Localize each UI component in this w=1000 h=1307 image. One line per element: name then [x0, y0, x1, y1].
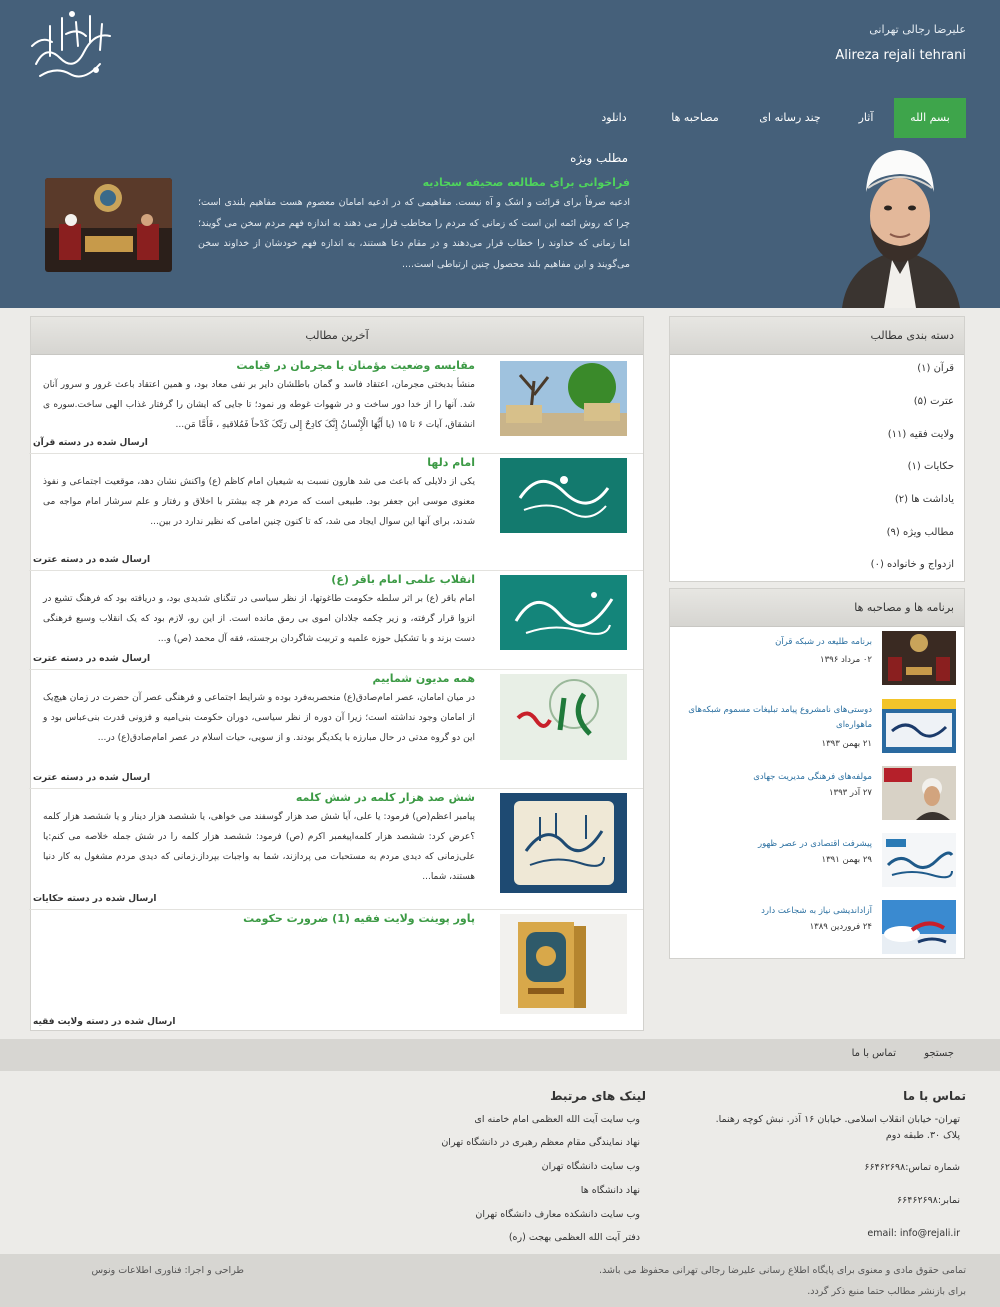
- post-title[interactable]: امام دلها: [427, 456, 475, 469]
- post-thumbnail[interactable]: [500, 914, 627, 1014]
- nav-item-home[interactable]: بسم الله: [894, 98, 966, 138]
- featured-image[interactable]: [45, 178, 172, 272]
- program-item: [680, 833, 956, 895]
- programs-panel: [669, 588, 965, 959]
- designer-credit[interactable]: طراحی و اجرا: فناوری اطلاعات ونوس: [91, 1265, 244, 1276]
- related-link[interactable]: وب سایت دانشگاه تهران: [541, 1161, 640, 1172]
- nav-item-multimedia[interactable]: چند رسانه ای: [759, 111, 821, 124]
- nav-item-download[interactable]: دانلود: [601, 111, 627, 124]
- contact-email[interactable]: email: info@rejali.ir: [867, 1228, 960, 1239]
- program-thumbnail[interactable]: [882, 833, 956, 887]
- post-thumbnail[interactable]: [500, 575, 627, 650]
- footer-contact-link[interactable]: تماس با ما: [851, 1048, 896, 1059]
- footer-search-link[interactable]: جستجو: [924, 1048, 954, 1059]
- program-date: ۲۹ بهمن ۱۳۹۱: [821, 855, 872, 865]
- category-stories[interactable]: حکایات (۱): [907, 461, 954, 472]
- post-category[interactable]: ارسال شده در دسته ولایت فقیه: [33, 1017, 176, 1027]
- contact-fax: نمابر:۶۶۴۶۲۶۹۸: [897, 1195, 960, 1206]
- post-title[interactable]: انقلاب علمی امام باقر (ع): [331, 573, 475, 586]
- post-thumbnail[interactable]: [500, 674, 627, 760]
- site-name-fa: علیرضا رجالی تهرانی: [869, 23, 966, 36]
- post-thumbnail[interactable]: [500, 458, 627, 533]
- related-link[interactable]: نهاد دانشگاه ها: [580, 1185, 640, 1196]
- post-item: [29, 571, 643, 667]
- main-nav: [580, 98, 966, 138]
- program-title[interactable]: دوستی‌های نامشروع پیامد تبلیغات مسموم شبکه‌های ماهواره‌ای: [688, 705, 872, 730]
- latest-posts-panel: [30, 316, 644, 1031]
- categories-title: دسته بندی مطالب: [670, 317, 964, 355]
- program-title[interactable]: آزاداندیشی نیاز به شجاعت دارد: [761, 906, 872, 916]
- program-thumbnail[interactable]: [882, 699, 956, 753]
- program-title[interactable]: مولفه‌های فرهنگی مدیریت جهادی: [753, 772, 872, 782]
- post-category[interactable]: ارسال شده در دسته عترت: [33, 773, 151, 783]
- category-quran[interactable]: قرآن (۱): [917, 363, 954, 374]
- author-portrait: [834, 144, 966, 308]
- program-thumbnail[interactable]: [882, 900, 956, 954]
- post-category[interactable]: ارسال شده در دسته عترت: [33, 654, 151, 664]
- contact-address-line2: پلاک ۳۰. طبقه دوم: [885, 1130, 960, 1141]
- latest-posts-title: آخرین مطالب: [31, 317, 643, 355]
- related-links-title: لینک های مرتبط: [550, 1089, 646, 1103]
- post-item: [29, 910, 643, 1030]
- post-excerpt: امام باقر (ع) بر اثر سلطه حکومت طاغوتها، از نظر سیاسی در تنگنای شدیدی بود، و دریافته بود که فرهنگ تشیع در انزوا قرار گرفته، و زیر چکمه جلادان اموی بی رمق مانده است. از این رو، لازم بود که یک انقلاب وسیع فرهنگی دست بزند و با تشکیل حوزه علمیه و تربیت شاگردان برجسته، فقه آل محمد (ص) و...: [43, 594, 475, 644]
- program-thumbnail[interactable]: [882, 766, 956, 820]
- copyright-line1: تمامی حقوق مادی و معنوی برای پایگاه اطلاع رسانی علیرضا رجالی تهرانی محفوظ می باشد.: [599, 1265, 966, 1276]
- featured-text: ادعیه صرفاً برای قرائت و اشک و آه نیست. مفاهیمی که در ادعیه امامان معصوم هست مفاهیم بلندی است؛ چرا که روش ائمه این است که زمانی که مردم را مخاطب قرار می دهند به اندازه فهم مردم سخن می گویند؛ اما زمانی که خداوند را خطاب قرار می‌دهند و در مقام دعا هستند، به اندازه فهم خودشان از خداوند سخن می‌گویند و این مفاهیم بلند محصول چنین ارتباطی است....: [198, 197, 630, 270]
- nav-item-interviews[interactable]: مصاحبه ها: [671, 111, 719, 124]
- nav-item-works[interactable]: آثار: [858, 111, 874, 124]
- category-etrat[interactable]: عترت (۵): [913, 396, 954, 407]
- programs-title: برنامه ها و مصاحبه ها: [670, 589, 964, 627]
- post-item: [29, 357, 643, 451]
- post-item: [29, 789, 643, 907]
- program-thumbnail[interactable]: [882, 631, 956, 685]
- post-excerpt: پیامبر اعظم(ص) فرمود: یا علی، آیا شش صد هزار گوسفند می خواهی، یا ششصد هزار دینار و یا ششصد هزار کلمه ؟عرض کرد: ششصد هزار کلمه‌اپیغمبر اکرم (ص) فرمود: ششصد هزار کلمه را در شش جمله خلاصه می کنم:یا علی‌زمانی که دیدی مردم به مستحبات می پردازند، شما به واجبات بپرداز.زمانی که دیدی مردم مشغول به کار دنیا هستند، شما...: [43, 812, 475, 882]
- program-item: [680, 631, 956, 693]
- categories-panel: [669, 316, 965, 582]
- category-family[interactable]: ازدواج و خانواده (۰): [870, 559, 954, 570]
- post-title[interactable]: پاور پوینت ولایت فقیه (1) ضرورت حکومت: [243, 912, 475, 925]
- featured-title: مطلب ویژه: [570, 151, 628, 165]
- post-category[interactable]: ارسال شده در دسته حکایات: [33, 894, 157, 904]
- post-excerpt: یکی از دلایلی که باعث می شد هارون نسبت به شیعیان امام کاظم (ع) واکنش نشان دهد، موقعیت اجتماعی و نفوذ معنوی موسی ابن جعفر بود. طبیعی است که مردم هر چه بیشتر با اخلاق و رفتار و علم سرشار امام مواجه می شدند، برای آنها این سوال ایجاد می شد، که تا کنون چنین امامی که نظیر ندارد در بین...: [43, 477, 475, 527]
- program-title[interactable]: پیشرفت اقتصادی در عصر ظهور: [757, 839, 872, 849]
- category-notes[interactable]: یاداشت ها (۲): [894, 494, 954, 505]
- post-thumbnail[interactable]: [500, 361, 627, 436]
- footer-nav-bar: [0, 1039, 1000, 1071]
- related-link[interactable]: نهاد نمایندگی مقام معظم رهبری در دانشگاه تهران: [441, 1137, 640, 1148]
- post-thumbnail[interactable]: [500, 793, 627, 893]
- header: [0, 0, 1000, 308]
- program-date: ۲۴ فروردین ۱۳۸۹: [809, 922, 872, 932]
- related-link[interactable]: وب سایت دانشکده معارف دانشگاه تهران: [475, 1209, 640, 1220]
- program-item: [680, 699, 956, 761]
- post-category[interactable]: ارسال شده در دسته عترت: [33, 555, 151, 565]
- post-title[interactable]: همه مدیون شمایيم: [372, 672, 475, 685]
- copyright-bar: [0, 1254, 1000, 1307]
- post-excerpt: منشأ بدبختی مجرمان، اعتقاد فاسد و گمان باطلشان دایر بر نفی معاد بود، و همین اعتقاد باعث غرور و سرور آنان شد. آنها را از خدا دور ساخت و در شهوات غوطه ور نمود؛ تا جایی که ایشان را گرفتار غذاب الهی ساخت.سوره ی انشقاق، آیات ۶ تا ۱۵ (یا أَیُّهَا الْإِنْسانُ إِنَّکَ کادِحٌ إِلی رَبِّکَ کَدْحاً فَمُلاقیهِ ، فَأَمَّا مَن...: [43, 380, 475, 430]
- contact-address-line1: تهران- خیابان انقلاب اسلامی. خیابان ۱۶ آذر. نبش کوچه رهنما.: [715, 1114, 960, 1125]
- post-item: [29, 454, 643, 568]
- program-item: [680, 900, 956, 962]
- related-link[interactable]: دفتر آیت الله العظمی بهجت (ره): [508, 1232, 640, 1243]
- program-date: ۲۷ آذر ۱۳۹۳: [828, 788, 872, 798]
- contact-title: تماس با ما: [903, 1089, 966, 1103]
- category-special[interactable]: مطالب ویژه (۹): [886, 527, 954, 538]
- site-name-en: Alireza rejali tehrani: [835, 48, 966, 63]
- post-item: [29, 670, 643, 786]
- program-date: ۲۱ بهمن ۱۳۹۳: [821, 739, 872, 749]
- post-title[interactable]: مقایسه وضعیت مؤمنان با مجرمان در قیامت: [236, 359, 475, 372]
- program-title[interactable]: برنامه طلیعه در شبکه قرآن: [775, 637, 872, 647]
- post-category[interactable]: ارسال شده در دسته قرآن: [33, 438, 148, 448]
- copyright-line2: برای بازنشر مطالب حتما منبع ذکر گردد.: [807, 1286, 966, 1297]
- category-velayat[interactable]: ولایت فقیه (۱۱): [887, 429, 954, 440]
- featured-subtitle[interactable]: فراخوانی برای مطالعه صحیفه سجادیه: [422, 176, 630, 189]
- program-item: [680, 766, 956, 828]
- program-date: ۰۲ مرداد ۱۳۹۶: [820, 655, 872, 665]
- calligraphy-logo[interactable]: [26, 6, 118, 86]
- related-link[interactable]: وب سایت آیت الله العظمی امام خامنه ای: [474, 1114, 640, 1125]
- post-title[interactable]: شش صد هزار کلمه در شش کلمه: [295, 791, 475, 804]
- post-excerpt: در میان امامان، عصر امام‌صادق(ع) منحصربه‌فرد بوده و شرایط اجتماعی و فرهنگی عصر آن حضرت در زمان هیچ‌یک از امامان وجود نداشته است؛ زیرا آن دوره از نظر سیاسی، دوران حکومت بنی‌امیه و فزونی قدرت بنی‌عباس بود و این دو گروه مدتی در حال مبارزه با یکدیگر بودند. و از سویی، حیات اسلام در عصر امام‌صادق(ع) در...: [43, 693, 475, 743]
- contact-phone: شماره تماس:۶۶۴۶۲۶۹۸: [864, 1162, 960, 1173]
